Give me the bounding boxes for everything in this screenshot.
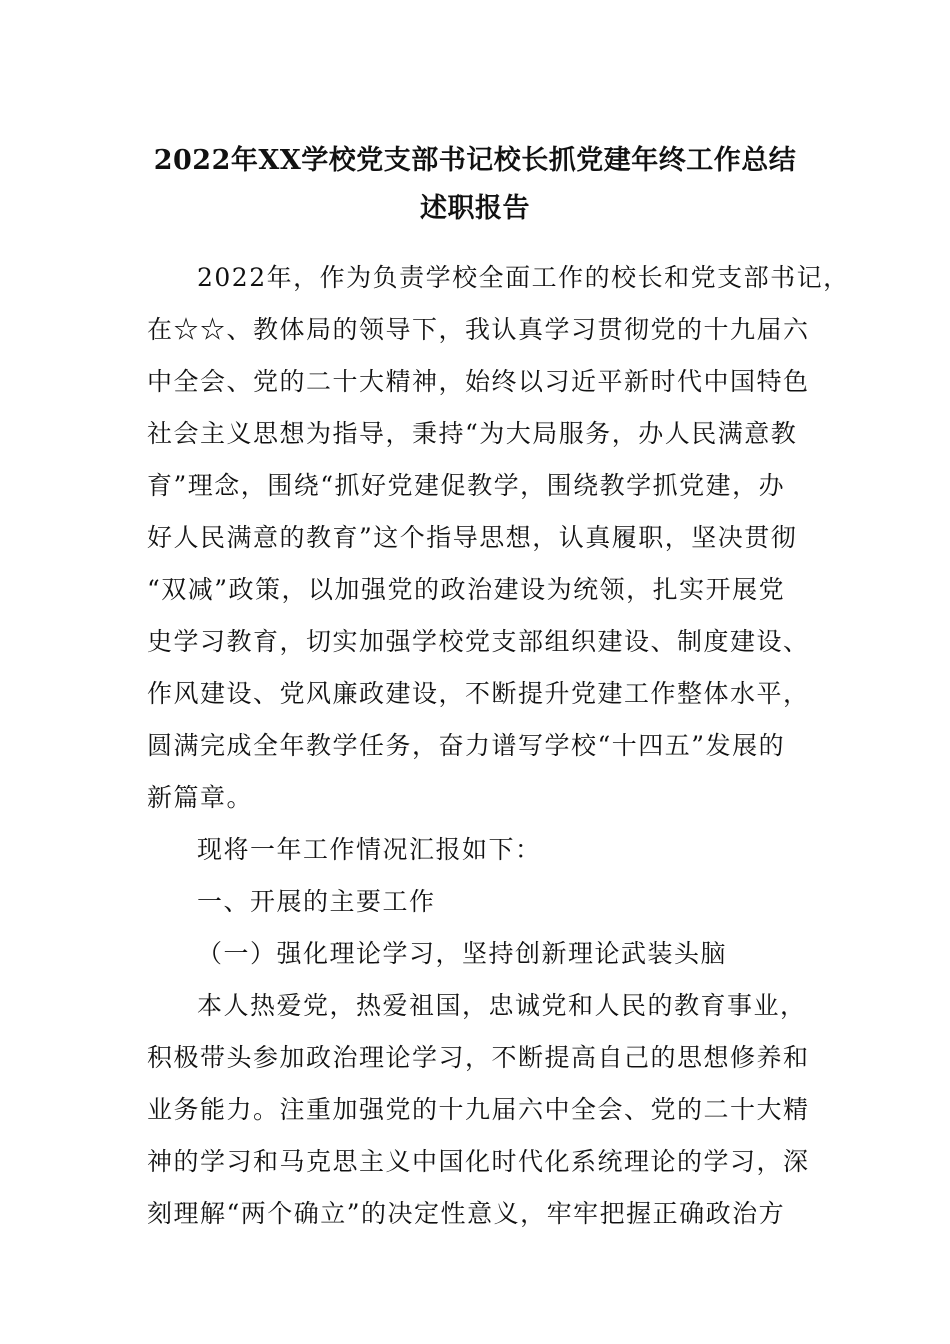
body-line: 好人民满意的教育”这个指导思想，认真履职，坚决贯彻: [147, 523, 798, 552]
document-body: [147, 252, 850, 1240]
document-title-line-2: 述职报告: [420, 193, 530, 224]
document-title-line-1: 2022年XX学校党支部书记校长抓党建年终工作总结: [153, 145, 797, 176]
body-line: 史学习教育，切实加强学校党支部组织建设、制度建设、: [147, 627, 810, 656]
body-line: “双减”政策，以加强党的政治建设为统领，扎实开展党: [147, 575, 786, 604]
body-line: 圆满完成全年教学任务，奋力谱写学校“十四五”发展的: [147, 731, 786, 760]
body-line: 现将一年工作情况汇报如下：: [197, 835, 542, 864]
body-line: 社会主义思想为指导，秉持“为大局服务，办人民满意教: [147, 419, 798, 448]
body-line: 业务能力。注重加强党的十九届六中全会、党的二十大精: [147, 1095, 810, 1124]
subsection-heading: （一）强化理论学习，坚持创新理论武装头脑: [197, 939, 728, 968]
body-line: 新篇章。: [147, 783, 254, 812]
body-line: 刻理解“两个确立”的决定性意义，牢牢把握正确政治方: [147, 1199, 786, 1228]
body-line: 2022年，作为负责学校全面工作的校长和党支部书记，: [197, 263, 850, 292]
body-line: 神的学习和马克思主义中国化时代化系统理论的学习，深: [147, 1147, 810, 1176]
body-line: 本人热爱党，热爱祖国，忠诚党和人民的教育事业，: [197, 991, 807, 1020]
body-line: 在☆☆、教体局的领导下，我认真学习贯彻党的十九届六: [147, 315, 810, 344]
section-heading: 一、开展的主要工作: [197, 887, 436, 916]
body-line: 作风建设、党风廉政建设，不断提升党建工作整体水平，: [147, 679, 810, 708]
body-line: 积极带头参加政治理论学习，不断提高自己的思想修养和: [147, 1043, 810, 1072]
body-line: 中全会、党的二十大精神，始终以习近平新时代中国特色: [147, 367, 810, 396]
body-line: 育”理念，围绕“抓好党建促教学，围绕教学抓党建，办: [147, 471, 786, 500]
